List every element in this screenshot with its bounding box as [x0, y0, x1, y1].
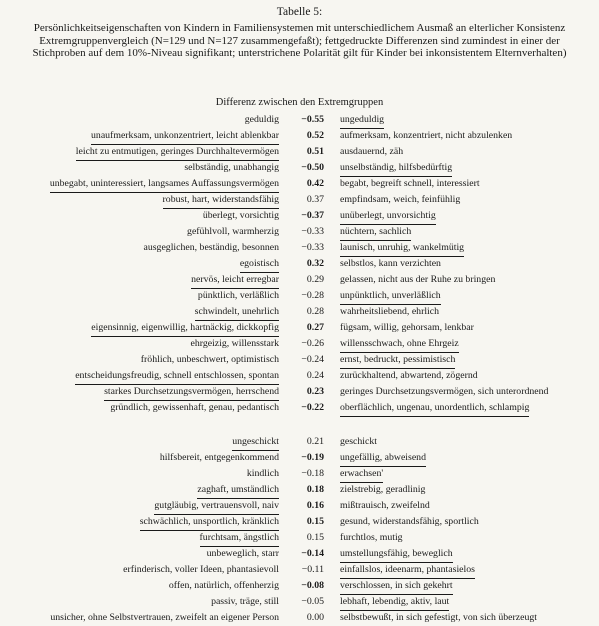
- difference-value: 0.15: [306, 516, 324, 527]
- column-header: Differenz zwischen den Extremgruppen: [215, 97, 384, 108]
- right-pole: gelassen, nicht aus der Ruhe zu bringen: [340, 274, 496, 285]
- right-pole: geringes Durchsetzungsvermögen, sich unterordnend: [340, 386, 549, 397]
- table-row: [0, 160, 599, 176]
- left-pole: erfinderisch, voller Ideen, phantasievoll: [123, 564, 279, 575]
- right-pole: nüchtern, sachlich: [340, 224, 411, 241]
- difference-value: −0.18: [301, 468, 324, 479]
- difference-value: 0.16: [306, 500, 324, 511]
- left-pole: gefühlvoll, warmherzig: [187, 226, 279, 237]
- difference-value: 0.27: [306, 322, 324, 333]
- left-pole: unaufmerksam, unkonzentriert, leicht ablenkbar: [91, 128, 279, 145]
- table-row: [0, 128, 599, 144]
- left-pole: passiv, träge, still: [211, 596, 279, 607]
- left-pole: selbständig, unabhangig: [184, 162, 279, 173]
- difference-value: −0.08: [301, 580, 324, 591]
- left-pole: ausgeglichen, beständig, besonnen: [143, 242, 279, 253]
- left-pole: schwächlich, unsportlich, kränklich: [140, 514, 279, 531]
- difference-value: 0.32: [306, 258, 324, 269]
- left-pole: eigensinnig, eigenwillig, hartnäckig, dickkopfig: [91, 320, 279, 337]
- table-row: [0, 240, 599, 256]
- right-pole: erwachsen': [340, 466, 383, 483]
- right-pole: zurückhaltend, abwartend, zögernd: [340, 370, 478, 381]
- right-pole: lebhaft, lebendig, aktiv, laut: [340, 594, 449, 611]
- right-pole: verschlossen, in sich gekehrt: [340, 578, 453, 595]
- table-row: [0, 384, 599, 400]
- difference-value: 0.00: [306, 612, 324, 623]
- table-row: [0, 304, 599, 320]
- left-pole: hilfsbereit, entgegenkommend: [159, 452, 279, 463]
- right-pole: unpünktlich, unverläßlich: [340, 288, 441, 305]
- table-row: [0, 144, 599, 160]
- left-pole: zaghaft, umständlich: [197, 482, 279, 499]
- right-pole: ungeduldig: [340, 112, 384, 129]
- left-pole: leicht zu entmutigen, geringes Durchhaltevermögen: [76, 144, 279, 161]
- table-row: [0, 256, 599, 272]
- table-row: [0, 498, 599, 514]
- right-pole: selbstlos, kann verzichten: [340, 258, 441, 269]
- difference-value: −0.14: [301, 548, 324, 559]
- left-pole: kindlich: [246, 468, 279, 479]
- left-pole: geduldig: [244, 114, 279, 125]
- left-pole: unbeweglich, starr: [206, 548, 279, 559]
- table-row: [0, 368, 599, 384]
- difference-value: −0.50: [301, 162, 324, 173]
- table-row: [0, 320, 599, 336]
- left-pole: offen, natürlich, offenherzig: [168, 580, 279, 591]
- right-pole: zielstrebig, geradlinig: [340, 484, 426, 495]
- difference-value: 0.23: [306, 386, 324, 397]
- left-pole: nervös, leicht erregbar: [191, 272, 279, 289]
- right-pole: ausdauernd, zäh: [340, 146, 404, 157]
- table-row: [0, 610, 599, 626]
- left-pole: fröhlich, unbeschwert, optimistisch: [140, 354, 279, 365]
- difference-value: −0.28: [301, 290, 324, 301]
- left-pole: gutgläubig, vertrauensvoll, naiv: [154, 498, 279, 515]
- left-pole: entscheidungsfreudig, schnell entschlossen, spontan: [75, 368, 279, 385]
- left-pole: starkes Durchsetzungsvermögen, herrschend: [104, 384, 279, 401]
- table-row: [0, 192, 599, 208]
- table-row: [0, 336, 599, 352]
- left-pole: überlegt, vorsichtig: [202, 210, 279, 221]
- difference-value: 0.28: [306, 306, 324, 317]
- difference-value: −0.19: [301, 452, 324, 463]
- right-pole: ernst, bedruckt, pessimistisch: [340, 352, 455, 369]
- left-pole: robust, hart, widerstandsfähig: [163, 192, 279, 209]
- right-pole: unselbständig, hilfsbedürftig: [340, 160, 452, 177]
- left-pole: gründlich, gewissenhaft, genau, pedantisch: [110, 402, 279, 413]
- right-pole: ungefällig, abweisend: [340, 450, 426, 467]
- table-row: [0, 546, 599, 562]
- left-pole: pünktlich, verläßlich: [197, 290, 279, 301]
- difference-value: −0.33: [301, 226, 324, 237]
- right-pole: geschickt: [340, 436, 377, 447]
- difference-value: 0.21: [306, 436, 324, 447]
- table-label: Tabelle 5:: [276, 6, 323, 18]
- table-row: [0, 112, 599, 128]
- table-row: [0, 514, 599, 530]
- right-pole: selbstbewußt, in sich gefestigt, von sich überzeugt: [340, 612, 537, 623]
- right-pole: einfallslos, ideenarm, phantasielos: [340, 562, 475, 579]
- difference-value: 0.24: [306, 370, 324, 381]
- table-row: [0, 578, 599, 594]
- table-row: [0, 530, 599, 546]
- table-caption: Persönlichkeitseigenschaften von Kindern in Familiensystemen mit unterschiedlichem Ausmaß an elterlicher Konsistenz Extremgruppenvergleich (N=129 und N=127 zusammengefaßt); fettgedruckte Differenzen sind zumindest in einer der Stichproben auf dem 10%-Niveau signifikant; unterstrichene Polarität gilt für Kinder bei inkonsistentem Elternverhalten): [32, 22, 567, 60]
- right-pole: wahrheitsliebend, ehrlich: [340, 306, 440, 317]
- difference-value: 0.42: [306, 178, 324, 189]
- left-pole: unsicher, ohne Selbstvertrauen, zweifelt an eigener Person: [50, 612, 279, 623]
- difference-value: −0.55: [301, 114, 324, 125]
- table-row: [0, 176, 599, 192]
- right-pole: umstellungsfähig, beweglich: [340, 546, 453, 563]
- right-pole: begabt, begreift schnell, interessiert: [340, 178, 480, 189]
- right-pole: mißtrauisch, zweifelnd: [340, 500, 430, 511]
- table-row: [0, 352, 599, 368]
- table-row: [0, 208, 599, 224]
- difference-value: −0.24: [301, 354, 324, 365]
- left-pole: ehrgeizig, willensstark: [190, 338, 279, 349]
- table-row: [0, 434, 599, 450]
- difference-value: 0.18: [306, 484, 324, 495]
- right-pole: aufmerksam, konzentriert, nicht abzulenken: [340, 130, 513, 141]
- difference-value: −0.37: [301, 210, 324, 221]
- difference-value: −0.26: [301, 338, 324, 349]
- table-row: [0, 562, 599, 578]
- left-pole: egoistisch: [240, 256, 279, 273]
- table-row: [0, 594, 599, 610]
- table-row: [0, 450, 599, 466]
- right-pole: willensschwach, ohne Ehrgeiz: [340, 336, 459, 353]
- table-row: [0, 288, 599, 304]
- difference-value: −0.05: [301, 596, 324, 607]
- right-pole: oberflächlich, ungenau, unordentlich, schlampig: [340, 400, 529, 417]
- left-pole: furchtsam, ängstlich: [200, 530, 279, 547]
- difference-value: 0.29: [306, 274, 324, 285]
- difference-value: 0.51: [306, 146, 324, 157]
- difference-value: −0.11: [301, 564, 324, 575]
- right-pole: gesund, widerstandsfähig, sportlich: [340, 516, 479, 527]
- right-pole: fügsam, willig, gehorsam, lenkbar: [340, 322, 474, 333]
- difference-value: 0.52: [306, 130, 324, 141]
- left-pole: ungeschickt: [232, 434, 279, 451]
- difference-value: −0.33: [301, 242, 324, 253]
- difference-value: 0.37: [306, 194, 324, 205]
- table-row: [0, 400, 599, 416]
- table-row: [0, 224, 599, 240]
- left-pole: schwindelt, unehrlich: [195, 304, 279, 321]
- right-pole: empfindsam, weich, feinfühlig: [340, 194, 461, 205]
- left-pole: unbegabt, uninteressiert, langsames Auffassungsvermögen: [50, 176, 279, 193]
- right-pole: furchtlos, mutig: [340, 532, 403, 543]
- right-pole: unüberlegt, unvorsichtig: [340, 208, 436, 225]
- difference-value: 0.15: [306, 532, 324, 543]
- difference-value: −0.22: [301, 402, 324, 413]
- right-pole: launisch, unruhig, wankelmütig: [340, 240, 464, 257]
- table-row: [0, 466, 599, 482]
- table-row: [0, 272, 599, 288]
- table-row: [0, 482, 599, 498]
